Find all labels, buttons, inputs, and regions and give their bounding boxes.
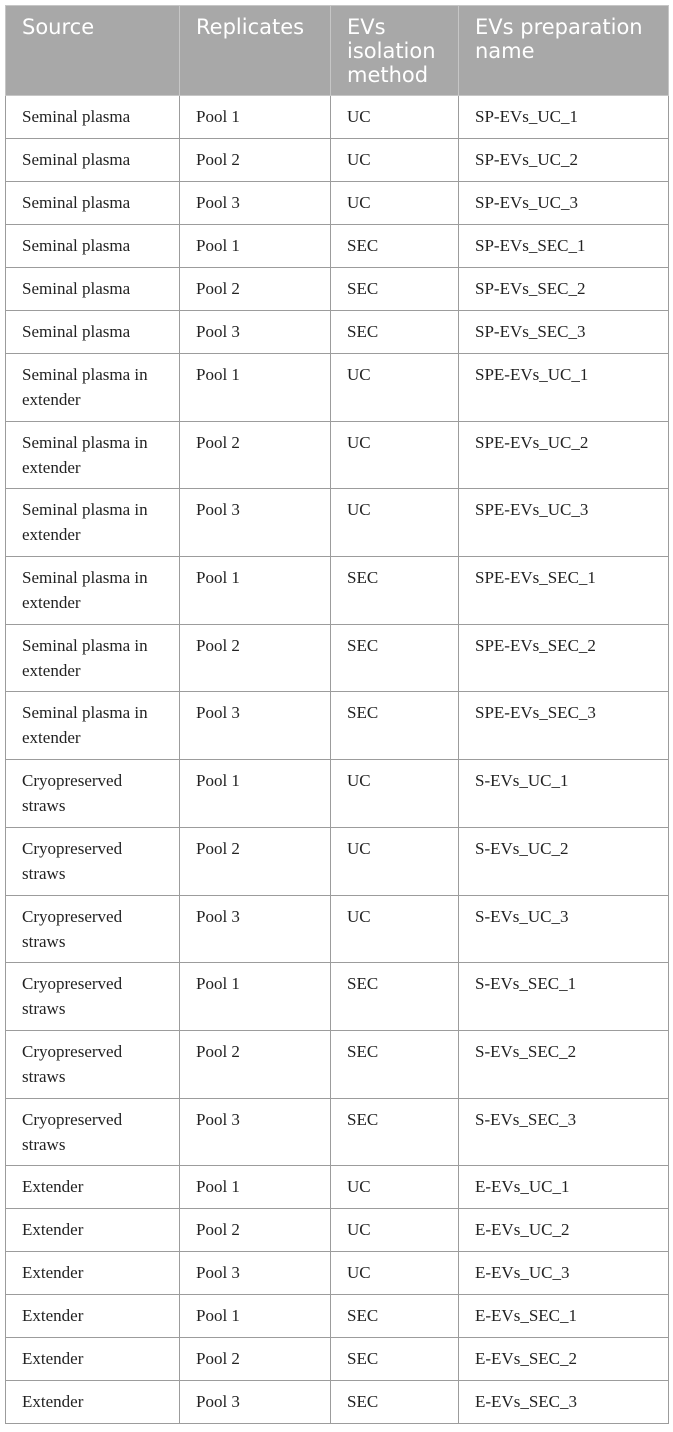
cell-preparation-name: S-EVs_SEC_3: [459, 1098, 669, 1166]
table-row: [6, 1209, 669, 1252]
cell-replicate: Pool 1: [180, 354, 331, 422]
cell-replicate: Pool 3: [180, 895, 331, 963]
cell-preparation-name: E-EVs_UC_3: [459, 1252, 669, 1295]
cell-preparation-name: SPE-EVs_UC_2: [459, 421, 669, 489]
table-row: [6, 557, 669, 625]
cell-preparation-name: S-EVs_UC_3: [459, 895, 669, 963]
table-row: [6, 421, 669, 489]
cell-source: Seminal plasma: [6, 182, 180, 225]
cell-source: Seminal plasma: [6, 268, 180, 311]
cell-isolation-method: UC: [331, 489, 459, 557]
header-isolation-method: EVs isolation method: [331, 6, 459, 96]
header-preparation-name: EVs preparation name: [459, 6, 669, 96]
cell-source: Seminal plasma: [6, 225, 180, 268]
table-row: [6, 895, 669, 963]
table-row: [6, 624, 669, 692]
cell-replicate: Pool 3: [180, 1252, 331, 1295]
table-row: [6, 354, 669, 422]
cell-replicate: Pool 1: [180, 1295, 331, 1338]
table-row: [6, 96, 669, 139]
cell-replicate: Pool 3: [180, 489, 331, 557]
cell-isolation-method: SEC: [331, 1098, 459, 1166]
cell-replicate: Pool 3: [180, 1381, 331, 1424]
table-row: [6, 760, 669, 828]
cell-preparation-name: SP-EVs_SEC_1: [459, 225, 669, 268]
cell-isolation-method: SEC: [331, 268, 459, 311]
cell-preparation-name: E-EVs_SEC_2: [459, 1338, 669, 1381]
cell-preparation-name: S-EVs_UC_1: [459, 760, 669, 828]
cell-preparation-name: SPE-EVs_SEC_2: [459, 624, 669, 692]
cell-isolation-method: UC: [331, 354, 459, 422]
cell-source: Seminal plasma in extender: [6, 421, 180, 489]
cell-isolation-method: UC: [331, 827, 459, 895]
table-row: [6, 489, 669, 557]
cell-source: Seminal plasma: [6, 139, 180, 182]
cell-preparation-name: SP-EVs_UC_1: [459, 96, 669, 139]
cell-source: Seminal plasma in extender: [6, 692, 180, 760]
cell-preparation-name: SP-EVs_UC_2: [459, 139, 669, 182]
table-row: [6, 1030, 669, 1098]
cell-isolation-method: UC: [331, 139, 459, 182]
header-source: Source: [6, 6, 180, 96]
cell-isolation-method: SEC: [331, 692, 459, 760]
cell-preparation-name: SP-EVs_SEC_2: [459, 268, 669, 311]
cell-isolation-method: UC: [331, 895, 459, 963]
cell-source: Seminal plasma in extender: [6, 557, 180, 625]
table-row: [6, 311, 669, 354]
table-row: [6, 1381, 669, 1424]
cell-source: Cryopreserved straws: [6, 760, 180, 828]
cell-source: Seminal plasma in extender: [6, 624, 180, 692]
cell-preparation-name: S-EVs_UC_2: [459, 827, 669, 895]
cell-source: Extender: [6, 1209, 180, 1252]
cell-replicate: Pool 1: [180, 760, 331, 828]
cell-isolation-method: SEC: [331, 1381, 459, 1424]
cell-isolation-method: UC: [331, 96, 459, 139]
cell-isolation-method: UC: [331, 760, 459, 828]
table-row: [6, 1295, 669, 1338]
table-row: [6, 827, 669, 895]
cell-source: Cryopreserved straws: [6, 1098, 180, 1166]
cell-source: Extender: [6, 1166, 180, 1209]
cell-replicate: Pool 1: [180, 557, 331, 625]
cell-preparation-name: SPE-EVs_SEC_1: [459, 557, 669, 625]
cell-source: Extender: [6, 1381, 180, 1424]
cell-isolation-method: UC: [331, 182, 459, 225]
table-row: [6, 139, 669, 182]
cell-source: Seminal plasma: [6, 311, 180, 354]
cell-replicate: Pool 2: [180, 1338, 331, 1381]
cell-replicate: Pool 2: [180, 1209, 331, 1252]
cell-preparation-name: E-EVs_UC_2: [459, 1209, 669, 1252]
cell-source: Cryopreserved straws: [6, 827, 180, 895]
cell-source: Seminal plasma: [6, 96, 180, 139]
cell-replicate: Pool 2: [180, 421, 331, 489]
cell-replicate: Pool 3: [180, 311, 331, 354]
cell-preparation-name: E-EVs_SEC_1: [459, 1295, 669, 1338]
table-row: [6, 1338, 669, 1381]
cell-replicate: Pool 2: [180, 624, 331, 692]
cell-isolation-method: SEC: [331, 557, 459, 625]
cell-source: Seminal plasma in extender: [6, 354, 180, 422]
cell-source: Cryopreserved straws: [6, 1030, 180, 1098]
cell-isolation-method: SEC: [331, 311, 459, 354]
cell-preparation-name: S-EVs_SEC_1: [459, 963, 669, 1031]
cell-replicate: Pool 2: [180, 827, 331, 895]
cell-preparation-name: E-EVs_UC_1: [459, 1166, 669, 1209]
cell-preparation-name: E-EVs_SEC_3: [459, 1381, 669, 1424]
cell-replicate: Pool 1: [180, 1166, 331, 1209]
cell-isolation-method: SEC: [331, 963, 459, 1031]
table-row: [6, 225, 669, 268]
cell-replicate: Pool 3: [180, 182, 331, 225]
cell-preparation-name: SP-EVs_SEC_3: [459, 311, 669, 354]
cell-source: Extender: [6, 1295, 180, 1338]
cell-isolation-method: SEC: [331, 1338, 459, 1381]
header-row: [6, 6, 669, 96]
cell-isolation-method: SEC: [331, 1295, 459, 1338]
cell-replicate: Pool 3: [180, 1098, 331, 1166]
table-row: [6, 1098, 669, 1166]
cell-preparation-name: SPE-EVs_SEC_3: [459, 692, 669, 760]
cell-preparation-name: SPE-EVs_UC_1: [459, 354, 669, 422]
table-body: [6, 96, 669, 1424]
cell-isolation-method: UC: [331, 1252, 459, 1295]
cell-preparation-name: SPE-EVs_UC_3: [459, 489, 669, 557]
cell-replicate: Pool 1: [180, 96, 331, 139]
cell-isolation-method: SEC: [331, 1030, 459, 1098]
cell-replicate: Pool 2: [180, 139, 331, 182]
cell-replicate: Pool 2: [180, 1030, 331, 1098]
table-row: [6, 182, 669, 225]
ev-preparations-table: [5, 5, 669, 1424]
cell-isolation-method: UC: [331, 1166, 459, 1209]
cell-source: Seminal plasma in extender: [6, 489, 180, 557]
header-replicates: Replicates: [180, 6, 331, 96]
cell-source: Cryopreserved straws: [6, 895, 180, 963]
cell-isolation-method: UC: [331, 1209, 459, 1252]
cell-source: Extender: [6, 1338, 180, 1381]
cell-preparation-name: SP-EVs_UC_3: [459, 182, 669, 225]
cell-replicate: Pool 2: [180, 268, 331, 311]
cell-replicate: Pool 3: [180, 692, 331, 760]
table-row: [6, 268, 669, 311]
cell-source: Extender: [6, 1252, 180, 1295]
cell-source: Cryopreserved straws: [6, 963, 180, 1031]
cell-isolation-method: UC: [331, 421, 459, 489]
cell-replicate: Pool 1: [180, 963, 331, 1031]
table-row: [6, 1166, 669, 1209]
cell-isolation-method: SEC: [331, 225, 459, 268]
table-row: [6, 963, 669, 1031]
table-row: [6, 1252, 669, 1295]
cell-isolation-method: SEC: [331, 624, 459, 692]
table-row: [6, 692, 669, 760]
cell-replicate: Pool 1: [180, 225, 331, 268]
cell-preparation-name: S-EVs_SEC_2: [459, 1030, 669, 1098]
